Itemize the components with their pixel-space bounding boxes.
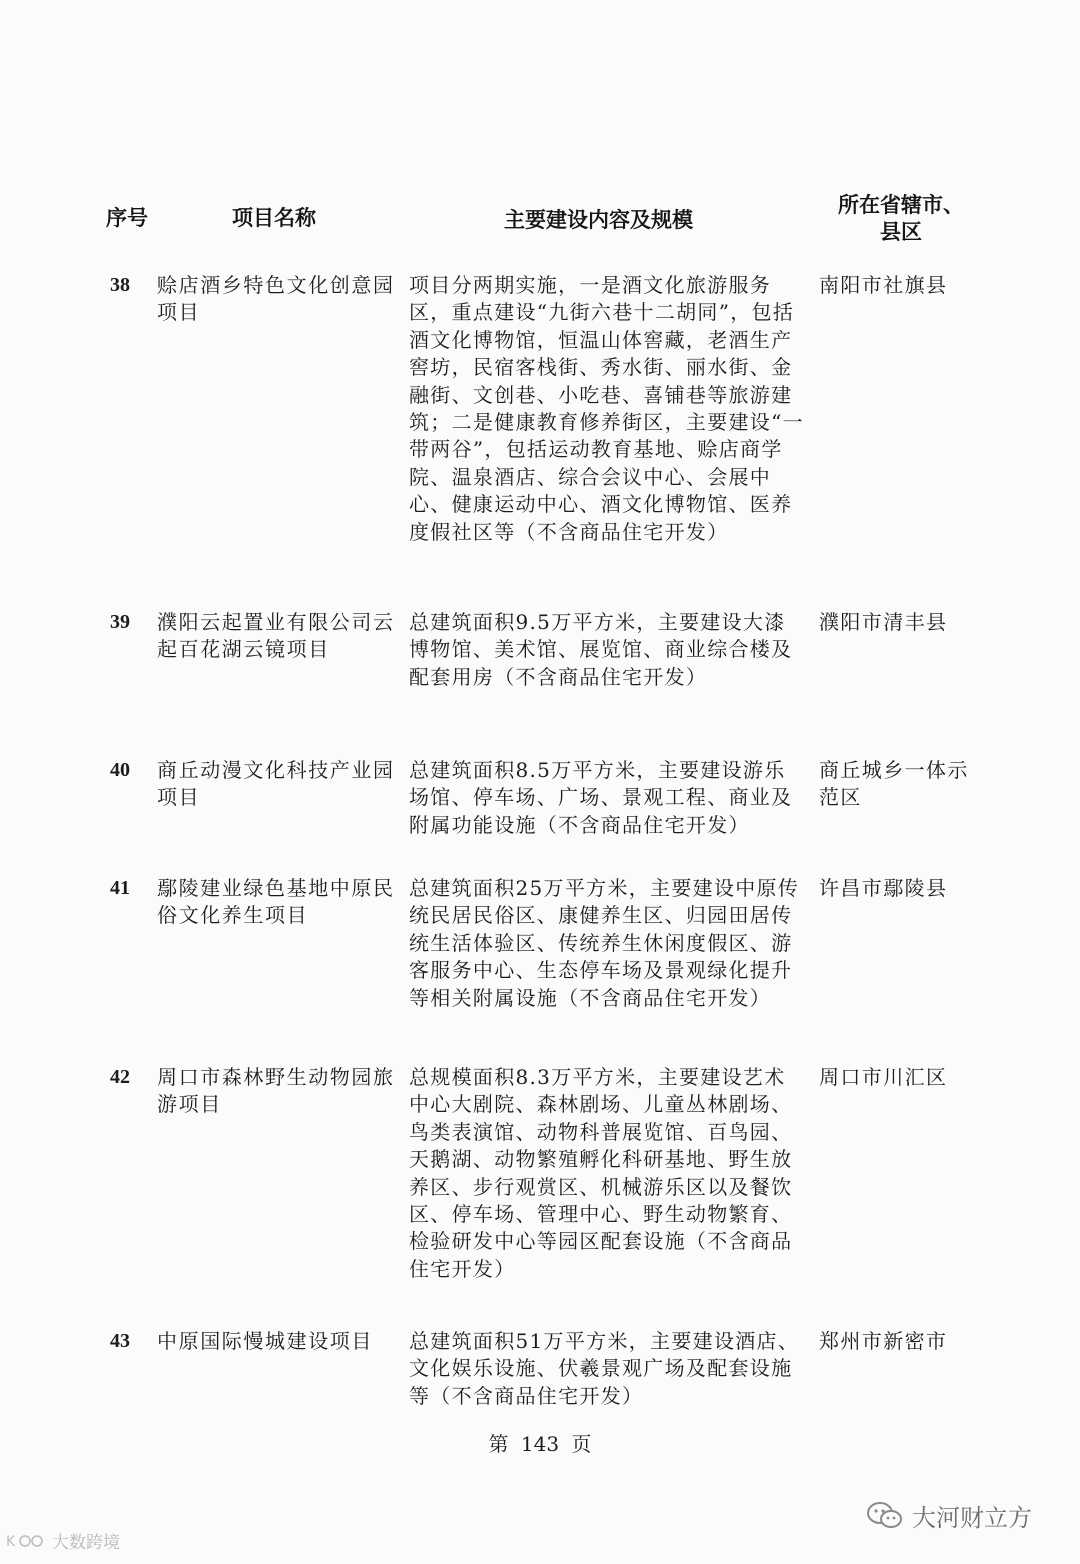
row-content: 总建筑面积9.5万平方米，主要建设大漆博物馆、美术馆、展览馆、商业综合楼及配套用房（不含商品住宅开发） [409,610,793,689]
watermark-left-text: 大数跨境 [52,1533,120,1553]
row-location: 南阳市社旗县 [819,273,948,297]
watermark-right [866,1498,1032,1533]
row-content: 总建筑面积8.5万平方米，主要建设游乐场馆、停车场、广场、景观工程、商业及附属功能设施（不含商品住宅开发） [409,758,793,837]
row-project-name: 周口市森林野生动物园旅游项目 [157,1065,395,1117]
row-number: 41 [110,877,130,899]
row-location: 濮阳市清丰县 [819,610,948,634]
svg-text:K: K [6,1533,16,1550]
page-number: 第 143 页 [488,1432,592,1456]
row-number: 43 [110,1330,130,1352]
brand-logo-icon [6,1531,46,1551]
row-location: 郑州市新密市 [819,1329,948,1353]
row-number: 39 [110,611,130,633]
row-content: 总规模面积8.3万平方米，主要建设艺术中心大剧院、森林剧场、儿童丛林剧场、鸟类表演馆、动物科普展览馆、百鸟园、天鹅湖、动物繁殖孵化科研基地、野生放养区、步行观赏区、机械游乐区以及餐饮区、停车场、管理中心、野生动物繁育、检验研发中心等园区配套设施（不含商品住宅开发） [409,1065,793,1281]
row-location: 商丘城乡一体示范区 [819,758,969,810]
row-content: 总建筑面积51万平方米，主要建设酒店、文化娱乐设施、伏羲景观广场及配套设施等（不含商品住宅开发） [409,1329,800,1408]
row-project-name: 商丘动漫文化科技产业园项目 [157,758,395,810]
row-location: 许昌市鄢陵县 [819,876,948,900]
header-location [836,192,966,246]
wechat-icon [866,1500,904,1532]
row-project-name: 中原国际慢城建设项目 [157,1329,373,1353]
row-number: 40 [110,759,130,781]
row-project-name: 濮阳云起置业有限公司云起百花湖云镜项目 [157,610,395,662]
row-content: 项目分两期实施，一是酒文化旅游服务区，重点建设“九街六巷十二胡同”，包括酒文化博物馆，恒温山体窖藏，老酒生产窖坊，民宿客栈街、秀水街、丽水街、金融街、文创巷、小吃巷、喜铺巷等旅游建筑；二是健康教育修养街区，主要建设“一带两谷”，包括运动教育基地、赊店商学院、温泉酒店、综合会议中心、会展中心、健康运动中心、酒文化博物馆、医养度假社区等（不含商品住宅开发） [409,273,804,544]
row-content: 总建筑面积25万平方米，主要建设中原传统民居民俗区、康健养生区、归园田居传统生活体验区、传统养生休闲度假区、游客服务中心、生态停车场及景观绿化提升等相关附属设施（不含商品住宅开发） [409,876,800,1010]
header-location-line2: 县区 [880,220,922,244]
row-location: 周口市川汇区 [819,1065,948,1089]
header-location-line1: 所在省辖市、 [838,193,964,217]
watermark-right-text: 大河财立方 [912,1504,1032,1532]
header-project-name: 项目名称 [232,206,316,230]
row-number: 42 [110,1066,130,1088]
row-project-name: 鄢陵建业绿色基地中原民俗文化养生项目 [157,876,395,928]
row-project-name: 赊店酒乡特色文化创意园项目 [157,273,395,325]
header-main-content: 主要建设内容及规模 [504,208,693,232]
watermark-left [6,1528,120,1553]
row-number: 38 [110,274,130,296]
header-seq: 序号 [106,206,148,230]
